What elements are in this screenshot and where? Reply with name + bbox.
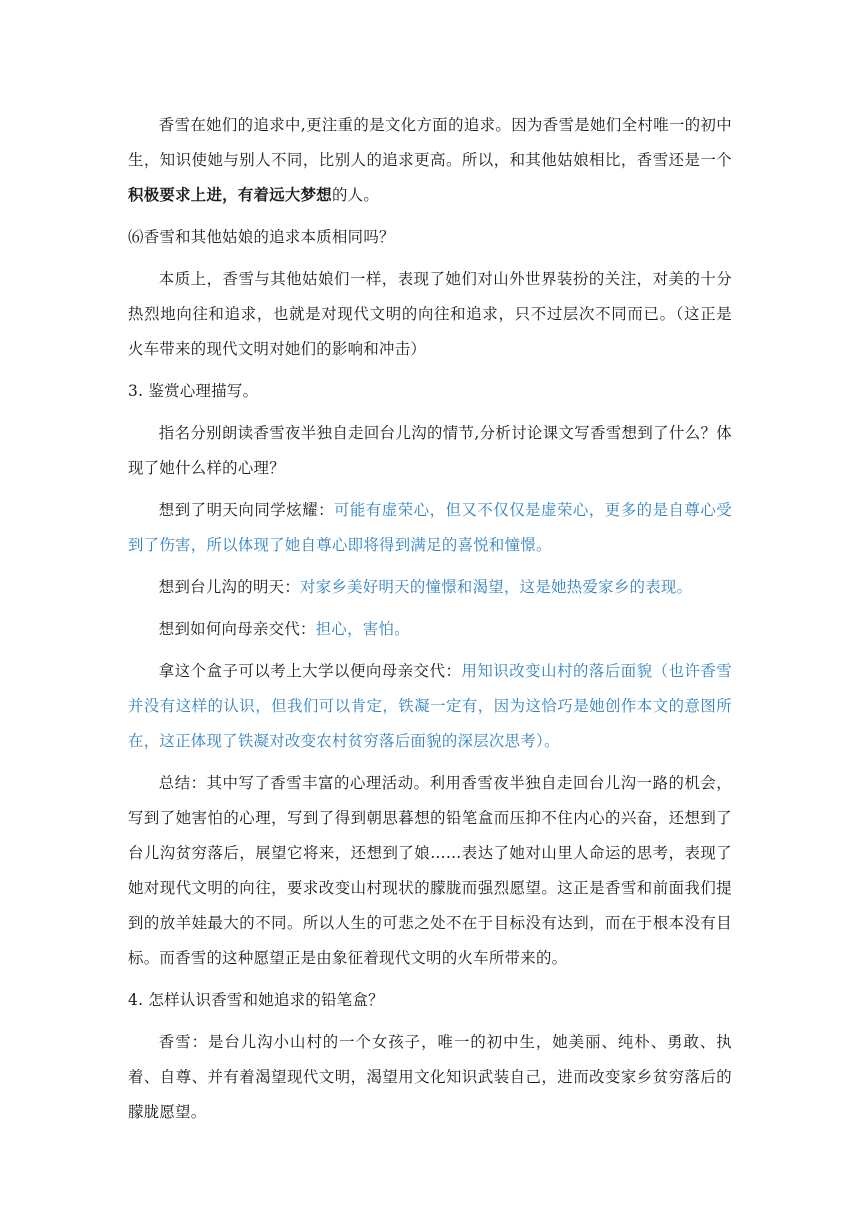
paragraph-pursuit-culture [128,108,732,213]
thought-label: 想到了明天向同学炫耀： [158,501,335,519]
answer-text: 对家乡美好明天的憧憬和渴望，这是她热爱家乡的表现。 [300,578,693,596]
paragraph-text: 香雪在她们的追求中,更注重的是文化方面的追求。因为香雪是她们全村唯一的初中生，知识使她与别人不同，比别人的追求更高。所以，和其他姑娘相比，香雪还是一个 [128,116,732,169]
emphasis-text: 积极要求上进，有着远大梦想 [128,186,332,204]
paragraph-essence: 本质上，香雪与其他姑娘们一样，表现了她们对山外世界装扮的关注，对美的十分热烈地向往和追求，也就是对现代文明的向往和追求，只不过层次不同而已。（这正是火车带来的现代文明对她们的影响和冲击） [128,270,732,358]
answer-text: 可能有虚荣心，但又不仅仅是虚荣心，更多的是自尊心受到了伤害，所以体现了她自尊心即将得到满足的喜悦和憧憬。 [128,501,732,554]
paragraph-xiangxue: 香雪：是台儿沟小山村的一个女孩子，唯一的初中生，她美丽、纯朴、勇敢、执着、自尊、并有着渴望现代文明，渴望用文化知识武装自己，进而改变家乡贫穷落后的朦胧愿望。 [128,1033,732,1121]
paragraph-instruction: 指名分别朗读香雪夜半独自走回台儿沟的情节,分析讨论课文写香雪想到了什么？体现了她什么样的心理？ [128,424,732,477]
answer-text: 担心，害怕。 [315,620,410,638]
answer-text: 用知识改变山村的落后面貌（也许香雪并没有这样的认识，但我们可以肯定，铁凝一定有，因为这恰巧是她创作本文的意图所在，这正体现了铁凝对改变农村贫穷落后面貌的深层次思考）。 [128,662,733,750]
thought-label: 想到如何向母亲交代： [158,620,316,638]
paragraph-thought-hometown [128,570,732,605]
section-heading-3: 3. 鉴赏心理描写。 [128,382,259,400]
paragraph-summary: 总结：其中写了香雪丰富的心理活动。利用香雪夜半独自走回台儿沟一路的机会，写到了她害怕的心理，写到了得到朝思暮想的铅笔盒而压抑不住内心的兴奋，还想到了台儿沟贫穷落后，展望它将来，还想到了娘……表达了她对山里人命运的思考，表现了她对现代文明的向往，要求改变山村现状的朦胧而强烈愿望。这正是香雪和前面我们提到的放羊娃最大的不同。所以人生的可悲之处不在于目标没有达到，而在于根本没有目标。而香雪的这种愿望正是由象征着现代文明的火车所带来的。 [128,774,732,967]
paragraph-thought-mother [128,612,732,647]
section-heading-4: 4. 怎样认识香雪和她追求的铅笔盒？ [128,991,384,1009]
question-6: ⑹香雪和其他姑娘的追求本质相同吗？ [128,228,395,246]
thought-label: 想到台儿沟的明天： [158,578,301,596]
paragraph-thought-classmates [128,493,732,563]
paragraph-thought-university [128,654,732,759]
thought-label: 拿这个盒子可以考上大学以便向母亲交代： [158,662,462,680]
paragraph-text: 的人。 [331,186,380,204]
